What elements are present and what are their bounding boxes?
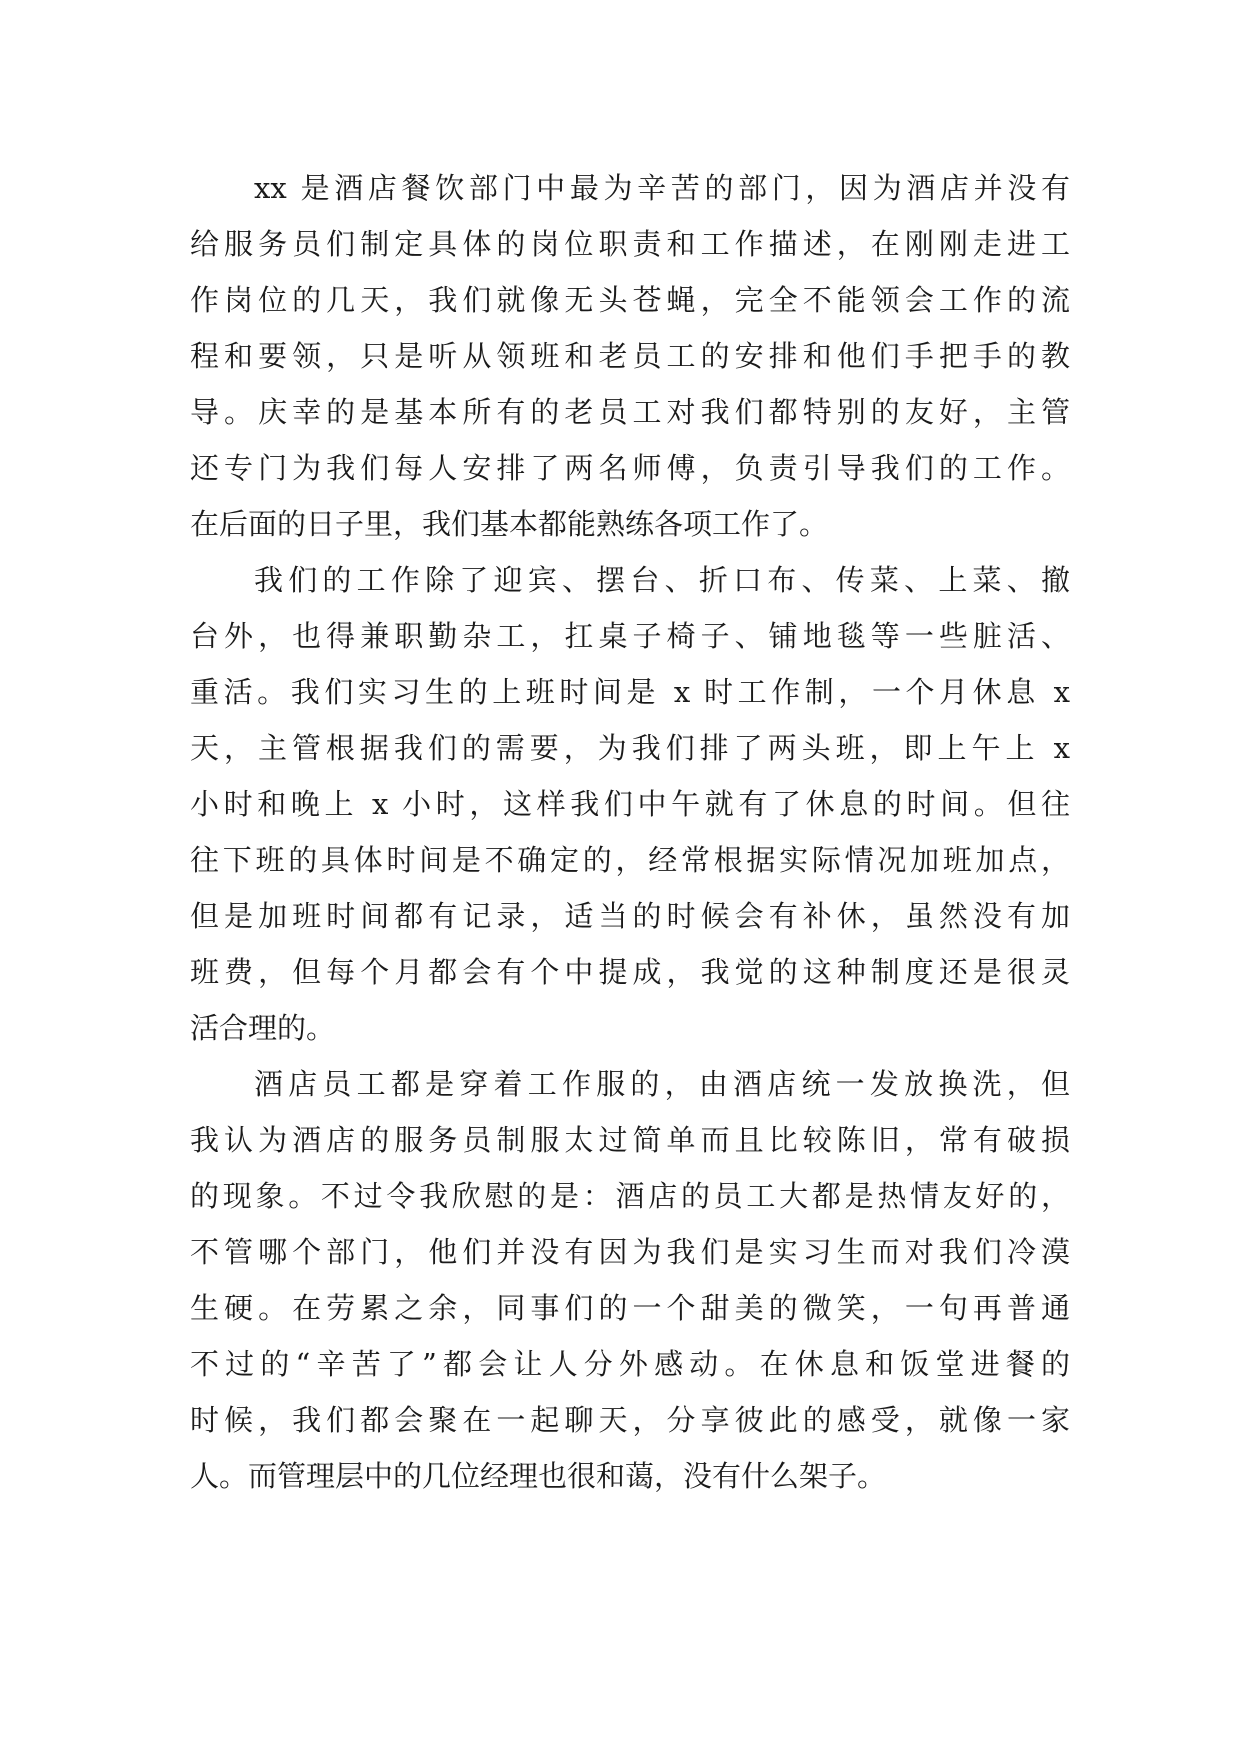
paragraph-line: 天，主管根据我们的需要，为我们排了两头班，即上午上 x [190,731,1070,765]
paragraph-line: 班费，但每个月都会有个中提成，我觉的这种制度还是很灵 [190,955,1070,989]
paragraph-line: 不管哪个部门，他们并没有因为我们是实习生而对我们冷漠 [190,1235,1070,1269]
paragraph-line: 但是加班时间都有记录，适当的时候会有补休，虽然没有加 [190,899,1070,933]
paragraph-line: xx 是酒店餐饮部门中最为辛苦的部门，因为酒店并没有 [254,171,1070,205]
paragraph-1 [190,160,1070,552]
paragraph-line: 我们的工作除了迎宾、摆台、折口布、传菜、上菜、撤 [254,563,1070,597]
body-text [190,160,1070,1504]
paragraph-line: 小时和晚上 x 小时，这样我们中午就有了休息的时间。但往 [190,787,1070,821]
paragraph-line: 人。而管理层中的几位经理也很和蔼，没有什么架子。 [190,1459,887,1493]
paragraph-line: 作岗位的几天，我们就像无头苍蝇，完全不能领会工作的流 [190,283,1070,317]
paragraph-line: 往下班的具体时间是不确定的，经常根据实际情况加班加点， [190,843,1070,877]
paragraph-line: 还专门为我们每人安排了两名师傅，负责引导我们的工作。 [190,451,1070,485]
paragraph-line: 我认为酒店的服务员制服太过简单而且比较陈旧，常有破损 [190,1123,1070,1157]
paragraph-line: 酒店员工都是穿着工作服的，由酒店统一发放换洗，但 [254,1067,1070,1101]
paragraph-3 [190,1056,1070,1504]
paragraph-line: 重活。我们实习生的上班时间是 x 时工作制，一个月休息 x [190,675,1070,709]
paragraph-line: 活合理的。 [190,1011,336,1045]
paragraph-line: 台外，也得兼职勤杂工，扛桌子椅子、铺地毯等一些脏活、 [190,619,1070,653]
paragraph-line: 给服务员们制定具体的岗位职责和工作描述，在刚刚走进工 [190,227,1070,261]
paragraph-line: 程和要领，只是听从领班和老员工的安排和他们手把手的教 [190,339,1070,373]
paragraph-line: 的现象。不过令我欣慰的是：酒店的员工大都是热情友好的， [190,1179,1070,1213]
paragraph-line: 在后面的日子里，我们基本都能熟练各项工作了。 [190,507,829,541]
paragraph-2 [190,552,1070,1056]
paragraph-line: 生硬。在劳累之余，同事们的一个甜美的微笑，一句再普通 [190,1291,1070,1325]
paragraph-line: 时候，我们都会聚在一起聊天，分享彼此的感受，就像一家 [190,1403,1070,1437]
paragraph-line: 不过的“辛苦了”都会让人分外感动。在休息和饭堂进餐的 [190,1347,1070,1381]
paragraph-line: 导。庆幸的是基本所有的老员工对我们都特别的友好，主管 [190,395,1070,429]
